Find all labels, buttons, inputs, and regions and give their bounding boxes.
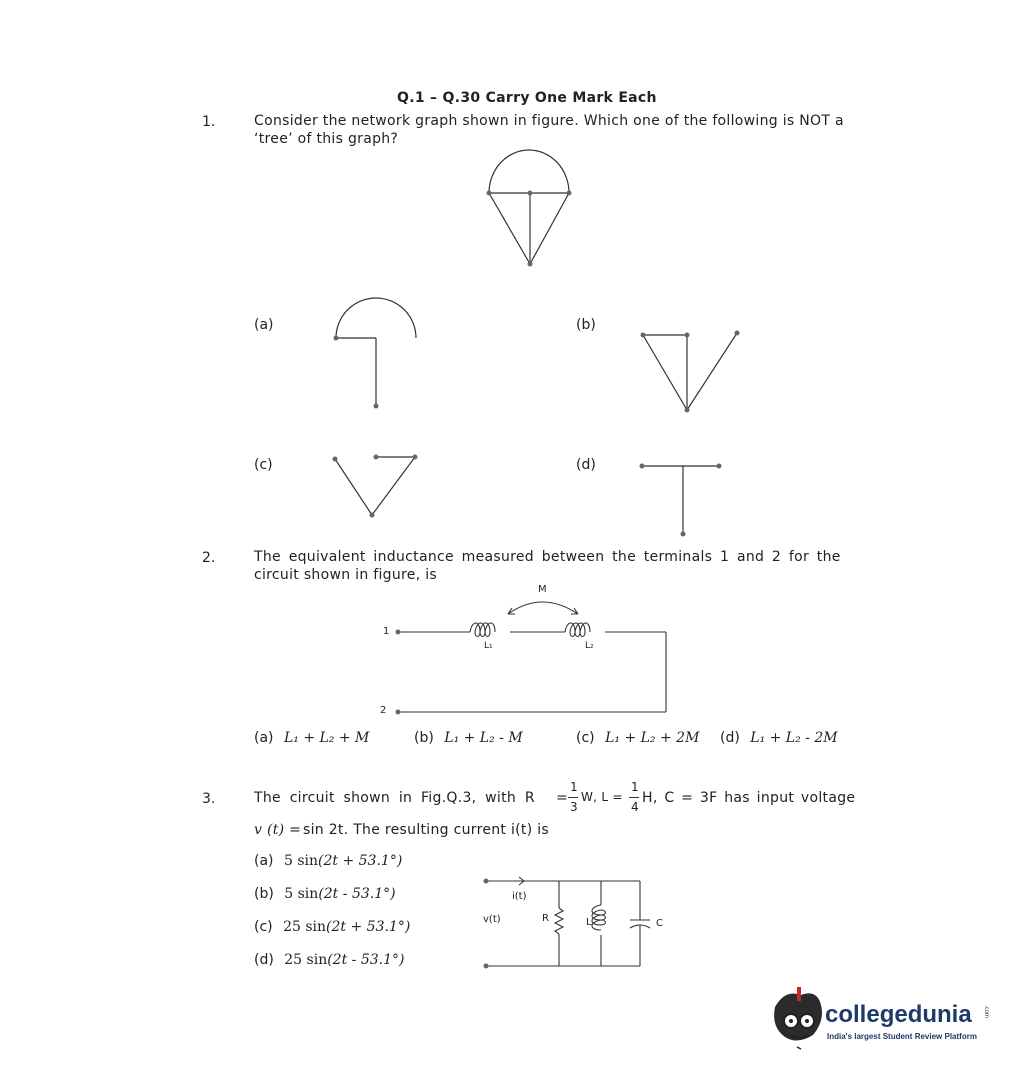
- equals-sign: =: [556, 790, 569, 806]
- voltage-label: v(t): [483, 914, 501, 925]
- q1-option-a-label: (a): [254, 317, 274, 333]
- q3-option-b-tag: (b): [254, 886, 274, 902]
- question-1-text-line2: ‘tree’ of this graph?: [254, 131, 399, 147]
- logo-suffix: .com: [983, 1005, 989, 1019]
- q2-option-d-tag: (d): [720, 730, 740, 746]
- q1-option-b-label: (b): [576, 317, 596, 333]
- coupled-inductor-circuit: [398, 602, 666, 712]
- resistor-label: R: [542, 913, 549, 924]
- capacitor-label: C: [656, 918, 663, 929]
- q3-option-d: [254, 952, 404, 968]
- q2-option-a-expr: L₁ + L₂ + M: [283, 730, 370, 746]
- q3-option-a-tag: (a): [254, 853, 274, 869]
- q2-option-d-expr: L₁ + L₂ - 2M: [750, 730, 838, 746]
- mascot-icon: [767, 985, 827, 1055]
- mutual-coupling-arrow: [508, 602, 578, 614]
- q3-option-c-arg: (2t + 53.1°): [326, 919, 411, 935]
- q3-option-b-arg: (2t - 53.1°): [318, 886, 396, 902]
- collegedunia-logo[interactable]: [767, 985, 997, 1055]
- q3-option-c-coef: 25 sin: [283, 919, 327, 935]
- q3-option-a: [254, 853, 402, 869]
- q3-option-a-coef: 5 sin: [283, 853, 319, 869]
- question-2-text-line2: circuit shown in figure, is: [254, 567, 437, 583]
- q2-option-b-tag: (b): [414, 730, 434, 746]
- l1-label: L₁: [484, 641, 493, 651]
- l-value-denominator: 4: [631, 800, 639, 814]
- resistor-r: [555, 908, 563, 934]
- r-value-denominator: 3: [570, 800, 578, 814]
- q2-option-b-expr: L₁ + L₂ - M: [444, 730, 523, 746]
- q1-option-d-label: (d): [576, 457, 596, 473]
- section-title: Q.1 – Q.30 Carry One Mark Each: [397, 90, 657, 106]
- q2-option-a: [254, 730, 369, 746]
- l2-label: L₂: [585, 641, 594, 651]
- q2-option-c-expr: L₁ + L₂ + 2M: [605, 730, 700, 746]
- inductor-l1: [470, 623, 495, 637]
- current-label: i(t): [512, 891, 527, 902]
- q3-option-c-tag: (c): [254, 919, 273, 935]
- q3-option-a-arg: (2t + 53.1°): [318, 853, 403, 869]
- logo-wordmark: collegedunia: [825, 1001, 972, 1028]
- question-1-number: 1.: [202, 114, 216, 130]
- tree-option-a-figure: [336, 298, 416, 406]
- q3-option-d-arg: (2t - 53.1°): [327, 952, 405, 968]
- tree-option-c-figure: [335, 457, 415, 515]
- tree-option-d-figure: [642, 466, 719, 534]
- r-fraction-bar: [568, 797, 578, 798]
- q2-option-a-tag: (a): [254, 730, 274, 746]
- question-1-text-line1: Consider the network graph shown in figure. Which one of the following is NOT a: [254, 113, 844, 129]
- q2-option-c-tag: (c): [576, 730, 595, 746]
- q3-option-c: [254, 919, 410, 935]
- question-3-text-line2b: sin 2t. The resulting current i(t) is: [303, 822, 549, 838]
- inductor-l2: [565, 623, 590, 637]
- question-3-text-line1b: H, C = 3F has input voltage: [642, 790, 856, 806]
- terminal-1-label: 1: [383, 626, 390, 637]
- r-value-numerator: 1: [570, 780, 578, 794]
- l-value-numerator: 1: [631, 780, 639, 794]
- network-graph-figure: [489, 150, 569, 264]
- q3-option-b: [254, 886, 396, 902]
- q3-option-d-tag: (d): [254, 952, 274, 968]
- question-2-number: 2.: [202, 550, 216, 566]
- q3-option-b-coef: 5 sin: [284, 886, 319, 902]
- terminal-2-label: 2: [380, 705, 387, 716]
- inductor-label: L: [586, 917, 592, 928]
- logo-tagline: India's largest Student Review Platform: [827, 1032, 977, 1041]
- inductor-l: [592, 905, 606, 930]
- q2-option-d: [720, 730, 838, 746]
- l-fraction-bar: [629, 797, 639, 798]
- q2-option-c: [576, 730, 699, 746]
- question-3-number: 3.: [202, 791, 216, 807]
- q2-option-b: [414, 730, 523, 746]
- q3-option-d-coef: 25 sin: [284, 952, 328, 968]
- q1-option-c-label: (c): [254, 457, 273, 473]
- mutual-inductance-label: M: [538, 584, 547, 595]
- question-3-text-line1a: The circuit shown in Fig.Q.3, with R: [254, 790, 535, 806]
- r-unit-and-l: W, L =: [581, 790, 623, 804]
- tree-option-b-figure: [643, 333, 737, 410]
- question-2-text-line1: The equivalent inductance measured between the terminals 1 and 2 for the: [254, 549, 841, 565]
- question-3-text-line2a: v (t) =: [254, 822, 302, 838]
- rlc-circuit: [486, 877, 650, 966]
- current-arrow: [510, 877, 524, 885]
